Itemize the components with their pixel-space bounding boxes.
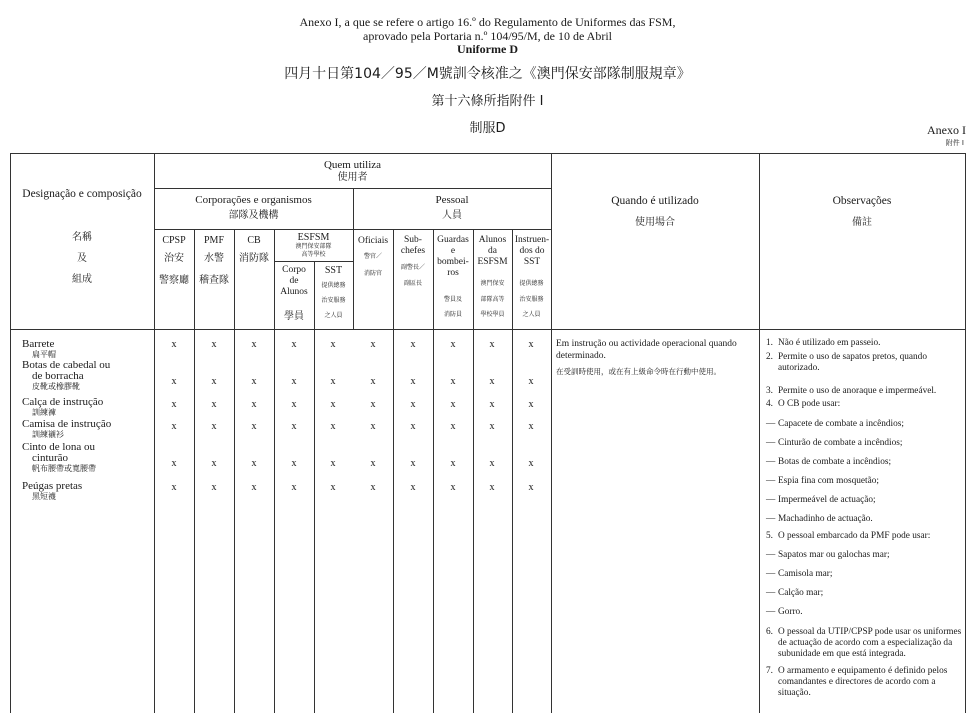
col-oficiais-zh-1: 警官／ <box>363 253 382 260</box>
usage-mark: x <box>211 482 217 493</box>
col-esfsm-zh-1: 澳門保安部隊 <box>295 243 332 250</box>
observation-number: 4. <box>766 399 773 409</box>
usage-mark: x <box>330 376 336 387</box>
col-sst-zh-3: 之人員 <box>324 312 343 319</box>
header-zh-line-3: 制服D <box>469 121 506 136</box>
col-alunos-zh-3: 學校學員 <box>480 311 505 318</box>
usage-mark: x <box>291 339 297 350</box>
observation-item <box>766 495 966 506</box>
usage-mark: x <box>251 482 257 493</box>
observation-item <box>766 607 966 618</box>
usage-mark: x <box>370 399 376 410</box>
observation-item <box>766 386 966 397</box>
observation-item <box>766 666 966 699</box>
usage-mark: x <box>528 339 534 350</box>
annex-label: Anexo I <box>927 123 966 137</box>
observation-text: Capacete de combate a incêndios; <box>778 419 904 429</box>
usage-mark: x <box>171 482 177 493</box>
observation-number: — <box>766 495 776 505</box>
usage-mark: x <box>528 458 534 469</box>
col-sst: SST <box>324 265 343 276</box>
usage-mark: x <box>410 376 416 387</box>
observacoes-zh: 備註 <box>852 217 872 228</box>
col-instruendos-zh-3: 之人員 <box>522 311 541 318</box>
observation-number: 3. <box>766 386 773 396</box>
observation-number: 6. <box>766 627 773 637</box>
col-oficiais: Oficiais <box>357 236 389 246</box>
quando-text: Em instrução ou actividade operacional quando determinado. <box>556 339 737 361</box>
observation-item <box>766 531 966 542</box>
usage-mark: x <box>211 421 217 432</box>
observation-number: — <box>766 438 776 448</box>
usage-mark: x <box>330 399 336 410</box>
col-cb: CB <box>247 235 261 246</box>
usage-mark: x <box>370 421 376 432</box>
quem-utiliza-zh: 使用者 <box>337 172 368 183</box>
corporacoes-header: Corporações e organismos <box>195 194 312 206</box>
observation-number: — <box>766 607 776 617</box>
col-guardas: Guardas e bombei-ros <box>437 235 469 278</box>
usage-mark: x <box>528 376 534 387</box>
observation-number: 7. <box>766 666 773 676</box>
col-cpsp-zh-1: 治安 <box>164 253 184 264</box>
observation-item <box>766 338 966 349</box>
observation-text: Espia fina com mosquetão; <box>778 476 879 486</box>
observation-number: — <box>766 550 776 560</box>
header-line-1: Anexo I, a que se refere o artigo 16.º do Regulamento de Uniformes das FSM, <box>299 15 676 29</box>
quando-zh: 使用場合 <box>635 217 675 228</box>
usage-mark: x <box>410 339 416 350</box>
usage-mark: x <box>291 482 297 493</box>
observation-item <box>766 419 966 430</box>
list-item: Barrete 扁平帽 <box>22 338 56 359</box>
usage-mark: x <box>450 421 456 432</box>
observation-text: Gorro. <box>778 607 803 617</box>
col-instruendos-zh-1: 提供總務 <box>519 280 544 287</box>
usage-mark: x <box>410 421 416 432</box>
usage-mark: x <box>370 458 376 469</box>
col-cpsp: CPSP <box>162 235 186 246</box>
usage-mark: x <box>330 458 336 469</box>
col-alunos-zh-2: 部隊高等 <box>480 296 505 303</box>
usage-mark: x <box>171 458 177 469</box>
col-esfsm-zh-2: 高等學校 <box>301 251 326 258</box>
usage-mark: x <box>489 458 495 469</box>
header-uniform-title: Uniforme D <box>457 42 518 56</box>
usage-mark: x <box>528 482 534 493</box>
observation-text: Impermeável de actuação; <box>778 495 876 505</box>
usage-mark: x <box>251 421 257 432</box>
col-subchefes-zh-1: 副警長／ <box>400 264 425 271</box>
usage-mark: x <box>171 399 177 410</box>
observation-text: Permite o uso de anoraque e impermeável. <box>778 386 937 396</box>
col-alunos: Alunos da ESFSM <box>477 235 508 267</box>
col-sst-zh-1: 提供總務 <box>321 282 346 289</box>
col-pmf: PMF <box>203 235 224 246</box>
list-item: Calça de instrução 訓練褲 <box>22 396 104 417</box>
usage-mark: x <box>489 482 495 493</box>
usage-mark: x <box>211 399 217 410</box>
usage-mark: x <box>291 376 297 387</box>
usage-mark: x <box>489 399 495 410</box>
col-cpsp-zh-2: 警察廳 <box>159 275 189 286</box>
usage-mark: x <box>251 458 257 469</box>
usage-mark: x <box>211 458 217 469</box>
col-instruendos: Instruen-dos do SST <box>514 235 550 267</box>
usage-mark: x <box>251 376 257 387</box>
usage-mark: x <box>291 399 297 410</box>
quando-header: Quando é utilizado <box>611 195 699 207</box>
annex-label-zh: 附件 I <box>945 139 964 147</box>
observation-number: — <box>766 514 776 524</box>
observation-text: O pessoal da UTIP/CPSP pode usar os uniformes de actuação de acordo com a especialização da subunidade em que está integrada. <box>778 627 962 659</box>
observation-text: O armamento e equipamento é definido pelos comandantes e directores de acordo com a situação. <box>778 666 948 698</box>
corporacoes-zh: 部隊及機構 <box>228 210 279 221</box>
col-pmf-zh-1: 水警 <box>204 253 224 264</box>
usage-mark: x <box>450 482 456 493</box>
observacoes-header: Observações <box>832 195 892 207</box>
observation-number: 5. <box>766 531 773 541</box>
col-corpo-alunos-zh: 學員 <box>284 311 304 322</box>
usage-mark: x <box>528 421 534 432</box>
observation-item <box>766 476 966 487</box>
usage-mark: x <box>489 339 495 350</box>
col-designation-zh-2: 及 <box>77 253 87 264</box>
observation-text: Cinturão de combate a incêndios; <box>778 438 903 448</box>
usage-mark: x <box>211 339 217 350</box>
observation-number: — <box>766 569 776 579</box>
usage-mark: x <box>251 339 257 350</box>
col-guardas-zh-1: 警員及 <box>443 296 462 303</box>
observation-number: 1. <box>766 338 773 348</box>
header-zh-line-2: 第十六條所指附件 I <box>431 94 544 109</box>
col-sst-zh-2: 治安服務 <box>321 297 346 304</box>
col-instruendos-zh-2: 治安服務 <box>519 296 544 303</box>
usage-mark: x <box>370 376 376 387</box>
observation-item <box>766 550 966 561</box>
observation-number: — <box>766 588 776 598</box>
usage-mark: x <box>171 339 177 350</box>
observation-number: 2. <box>766 352 773 362</box>
observation-item <box>766 457 966 468</box>
observation-item <box>766 514 966 525</box>
observation-text: Camisola mar; <box>778 569 833 579</box>
col-designation-zh-1: 名稱 <box>72 232 92 243</box>
usage-mark: x <box>370 482 376 493</box>
observation-number: — <box>766 457 776 467</box>
usage-mark: x <box>450 399 456 410</box>
usage-mark: x <box>410 399 416 410</box>
observation-text: O CB pode usar: <box>778 399 841 409</box>
col-subchefes: Sub-chefes <box>400 235 426 256</box>
usage-mark: x <box>251 399 257 410</box>
usage-mark: x <box>528 399 534 410</box>
observation-item <box>766 352 966 374</box>
usage-mark: x <box>330 421 336 432</box>
quando-text-zh: 在受訓時使用，或在有上級命令時在行動中使用。 <box>556 367 721 376</box>
usage-mark: x <box>330 339 336 350</box>
usage-mark: x <box>291 421 297 432</box>
usage-mark: x <box>211 376 217 387</box>
usage-mark: x <box>171 376 177 387</box>
observation-number: — <box>766 419 776 429</box>
observation-text: Sapatos mar ou galochas mar; <box>778 550 890 560</box>
observation-item <box>766 399 966 410</box>
list-item: Botas de cabedal ou de borracha 皮靴或橡膠靴 <box>22 359 111 391</box>
usage-mark: x <box>291 458 297 469</box>
header-line-2: aprovado pela Portaria n.º 104/95/M, de 10 de Abril <box>363 29 612 43</box>
usage-mark: x <box>410 458 416 469</box>
observation-item <box>766 588 966 599</box>
col-designation-header: Designação e composição <box>22 188 142 200</box>
observation-item <box>766 569 966 580</box>
header-zh-line-1: 四月十日第104／95／M號訓令核准之《澳門保安部隊制服規章》 <box>284 66 691 82</box>
usage-mark: x <box>410 482 416 493</box>
usage-mark: x <box>489 376 495 387</box>
list-item: Cinto de lona ou cinturão 帆布腰帶或寬腰帶 <box>22 441 96 473</box>
usage-mark: x <box>489 421 495 432</box>
col-oficiais-zh-2: 消防官 <box>363 270 382 277</box>
list-item: Peúgas pretas 黑短襪 <box>22 480 83 501</box>
observation-item <box>766 438 966 449</box>
quem-utiliza-header: Quem utiliza <box>323 159 382 171</box>
observation-text: Não é utilizado em passeio. <box>778 338 881 348</box>
observation-text: Machadinho de actuação. <box>778 514 873 524</box>
usage-mark: x <box>171 421 177 432</box>
col-subchefes-zh-2: 副區長 <box>403 280 422 287</box>
list-item: Camisa de instrução 訓練襯衫 <box>22 418 112 439</box>
observation-text: O pessoal embarcado da PMF pode usar: <box>778 531 931 541</box>
usage-mark: x <box>450 376 456 387</box>
col-designation-zh-3: 組成 <box>72 274 92 285</box>
usage-mark: x <box>330 482 336 493</box>
observation-text: Permite o uso de sapatos pretos, quando autorizado. <box>778 352 927 373</box>
observation-text: Botas de combate a incêndios; <box>778 457 892 467</box>
observation-number: — <box>766 476 776 486</box>
pessoal-zh: 人員 <box>442 210 462 221</box>
col-esfsm: ESFSM <box>297 232 330 243</box>
col-alunos-zh-1: 澳門保安 <box>480 280 505 287</box>
col-pmf-zh-2: 稽查隊 <box>199 275 229 286</box>
col-corpo-alunos: Corpo de Alunos <box>280 265 308 297</box>
observation-text: Calção mar; <box>778 588 824 598</box>
observation-item <box>766 627 966 660</box>
col-cb-zh: 消防隊 <box>239 253 269 264</box>
usage-mark: x <box>450 458 456 469</box>
col-guardas-zh-2: 消防員 <box>443 311 462 318</box>
pessoal-header: Pessoal <box>435 194 469 206</box>
usage-mark: x <box>450 339 456 350</box>
usage-mark: x <box>370 339 376 350</box>
